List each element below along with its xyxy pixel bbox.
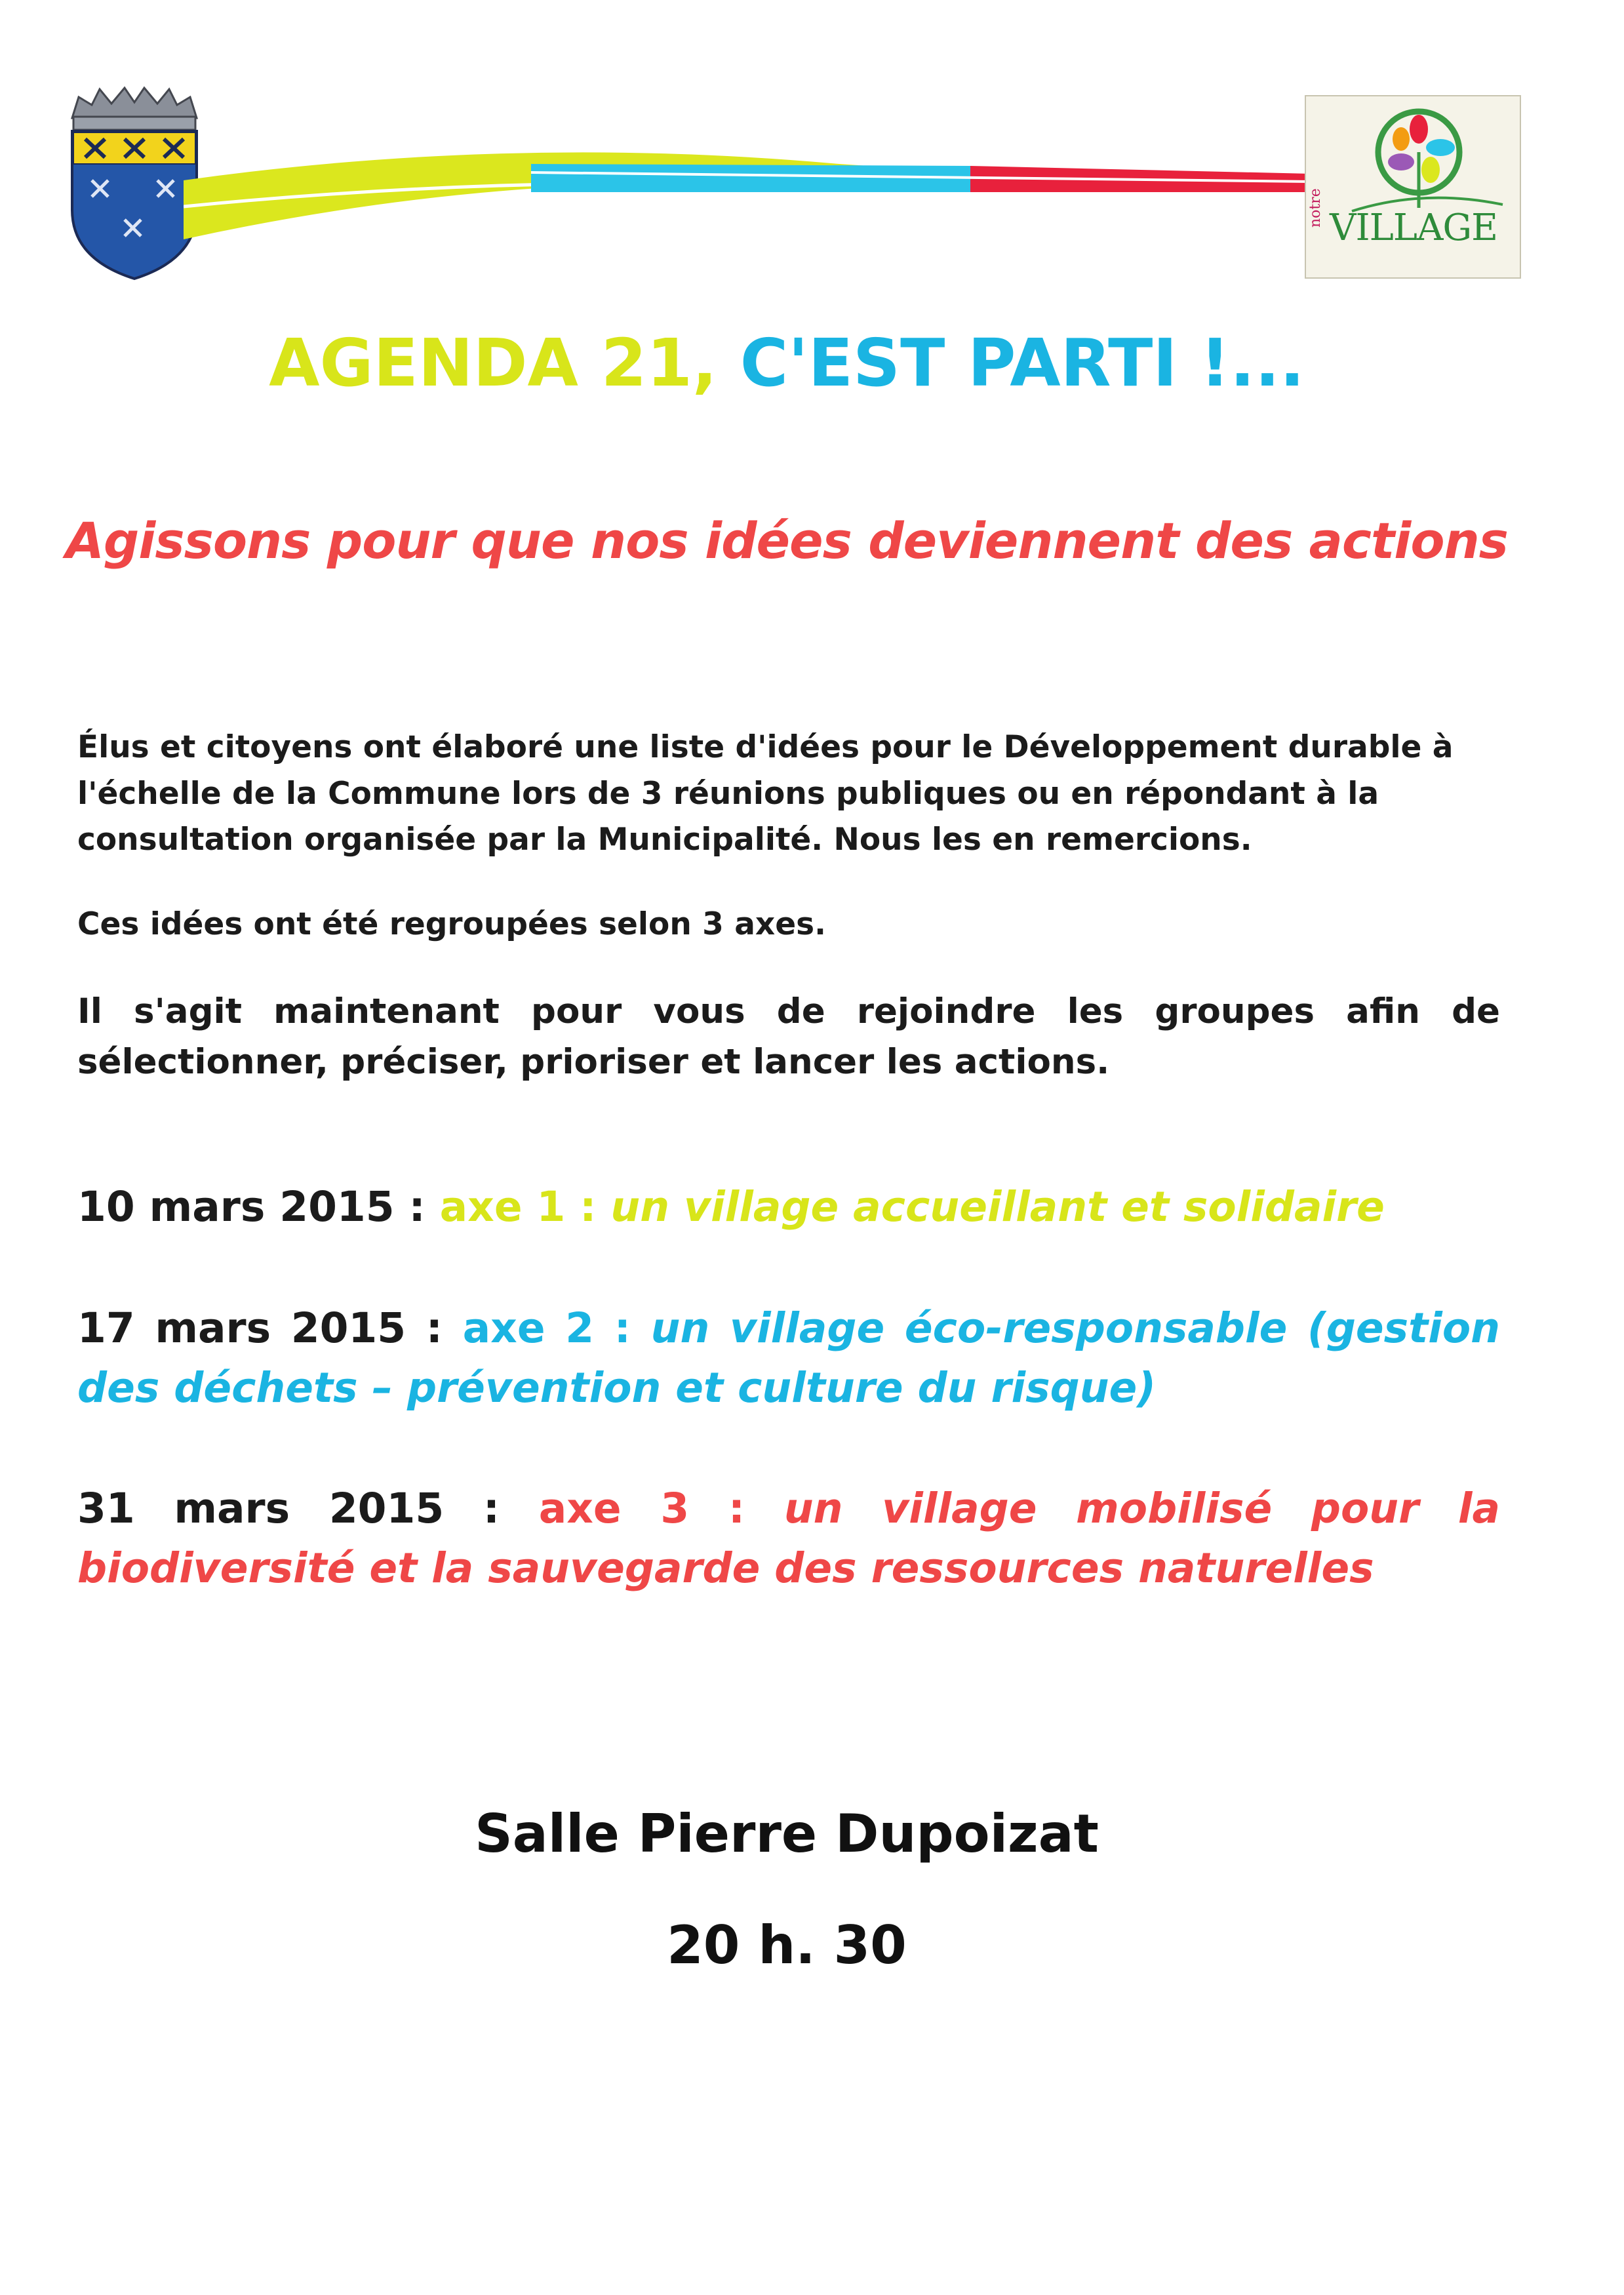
logo-small-text: notre <box>1307 188 1324 228</box>
axes-paragraph: Ces idées ont été regroupées selon 3 axes. <box>77 906 826 942</box>
page-title <box>0 325 1574 401</box>
session-date: 10 mars 2015 : <box>77 1183 440 1231</box>
session-date: 17 mars 2015 : <box>77 1304 463 1352</box>
title-part2: C'EST PARTI !... <box>740 325 1305 401</box>
logo-big-text: VILLAGE <box>1330 207 1497 249</box>
session-axe: axe 2 : <box>462 1304 651 1352</box>
session-date: 31 mars 2015 : <box>77 1485 539 1532</box>
session-axe: axe 1 : <box>439 1183 611 1231</box>
call-to-action-paragraph: Il s'agit maintenant pour vous de rejoindre les groupes afin de sélectionner, préciser, prioriser et lancer les actions. <box>77 991 1500 1082</box>
time: 20 h. 30 <box>667 1915 907 1976</box>
flower-leaf-icon <box>1306 96 1522 280</box>
subtitle: Agissons pour que nos idées deviennent des actions <box>66 511 1508 570</box>
title-part1: AGENDA 21, <box>269 325 740 401</box>
session-2 <box>77 1298 1500 1418</box>
decorative-color-swoosh <box>184 108 1311 279</box>
location: Salle Pierre Dupoizat <box>475 1803 1099 1864</box>
session-3 <box>77 1479 1500 1599</box>
notre-village-logo <box>1305 95 1521 279</box>
session-axe: axe 3 : <box>538 1485 784 1532</box>
session-description: un village éco-responsable (gestion des déchets – prévention et culture du risque) <box>77 1304 1500 1412</box>
intro-paragraph: Élus et citoyens ont élaboré une liste d'idées pour le Développement durable à l'échelle de la Commune lors de 3 réunions publiques ou en répondant à la consultation organisée par la Municipalité. Nous les en remercions. <box>77 729 1454 858</box>
session-1 <box>77 1177 1500 1237</box>
session-description: un village accueillant et solidaire <box>610 1183 1385 1231</box>
session-description: un village mobilisé pour la biodiversité et la sauvegarde des ressources naturelles <box>77 1485 1500 1593</box>
